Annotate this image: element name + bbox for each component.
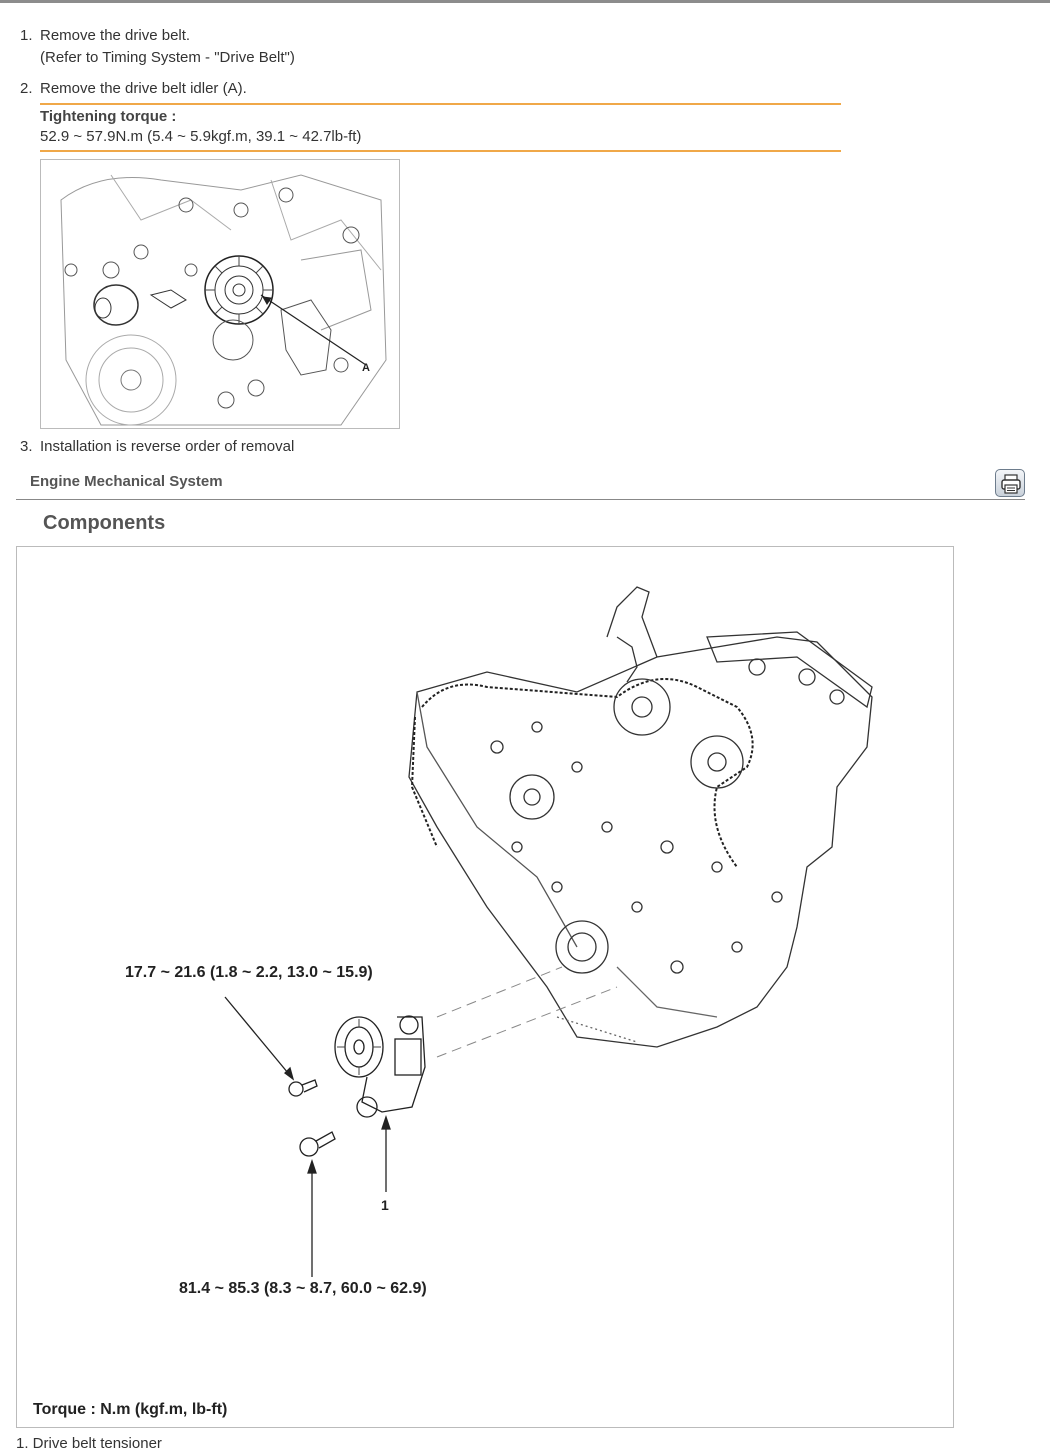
step-reference: (Refer to Timing System - "Drive Belt") — [40, 49, 295, 66]
callout-a: A — [362, 362, 370, 374]
torque-callout-large-bolt: 81.4 ~ 85.3 (8.3 ~ 8.7, 60.0 ~ 62.9) — [179, 1280, 427, 1297]
tightening-torque-box — [40, 103, 841, 152]
step-number: 2. — [20, 80, 33, 97]
components-figure — [16, 546, 954, 1428]
idler-removal-drawing — [41, 160, 400, 429]
step-text: Remove the drive belt idler (A). — [40, 80, 247, 97]
section-divider — [16, 499, 1025, 500]
torque-value: 52.9 ~ 57.9N.m (5.4 ~ 5.9kgf.m, 39.1 ~ 42.7lb-ft) — [40, 128, 362, 145]
torque-label: Tightening torque : — [40, 108, 177, 125]
step-text: Remove the drive belt. — [40, 27, 191, 44]
step-2 — [20, 79, 247, 99]
step-number: 3. — [20, 438, 33, 455]
section-title: Engine Mechanical System — [30, 473, 223, 490]
engine-components-drawing — [17, 547, 954, 1428]
printer-icon — [996, 470, 1026, 498]
torque-units-legend: Torque : N.m (kgf.m, lb-ft) — [33, 1401, 228, 1418]
step-text: Installation is reverse order of removal — [40, 438, 295, 455]
step-number: 1. — [20, 27, 33, 44]
step-1 — [20, 26, 295, 66]
callout-number-1: 1 — [381, 1197, 389, 1213]
top-rule — [0, 0, 1050, 3]
page-title: Components — [43, 512, 166, 534]
step-3 — [20, 437, 294, 457]
idler-removal-figure — [40, 159, 400, 429]
print-button[interactable] — [995, 469, 1025, 497]
torque-callout-small-bolt: 17.7 ~ 21.6 (1.8 ~ 2.2, 13.0 ~ 15.9) — [125, 964, 373, 981]
component-legend-item: 1. Drive belt tensioner — [16, 1435, 162, 1452]
